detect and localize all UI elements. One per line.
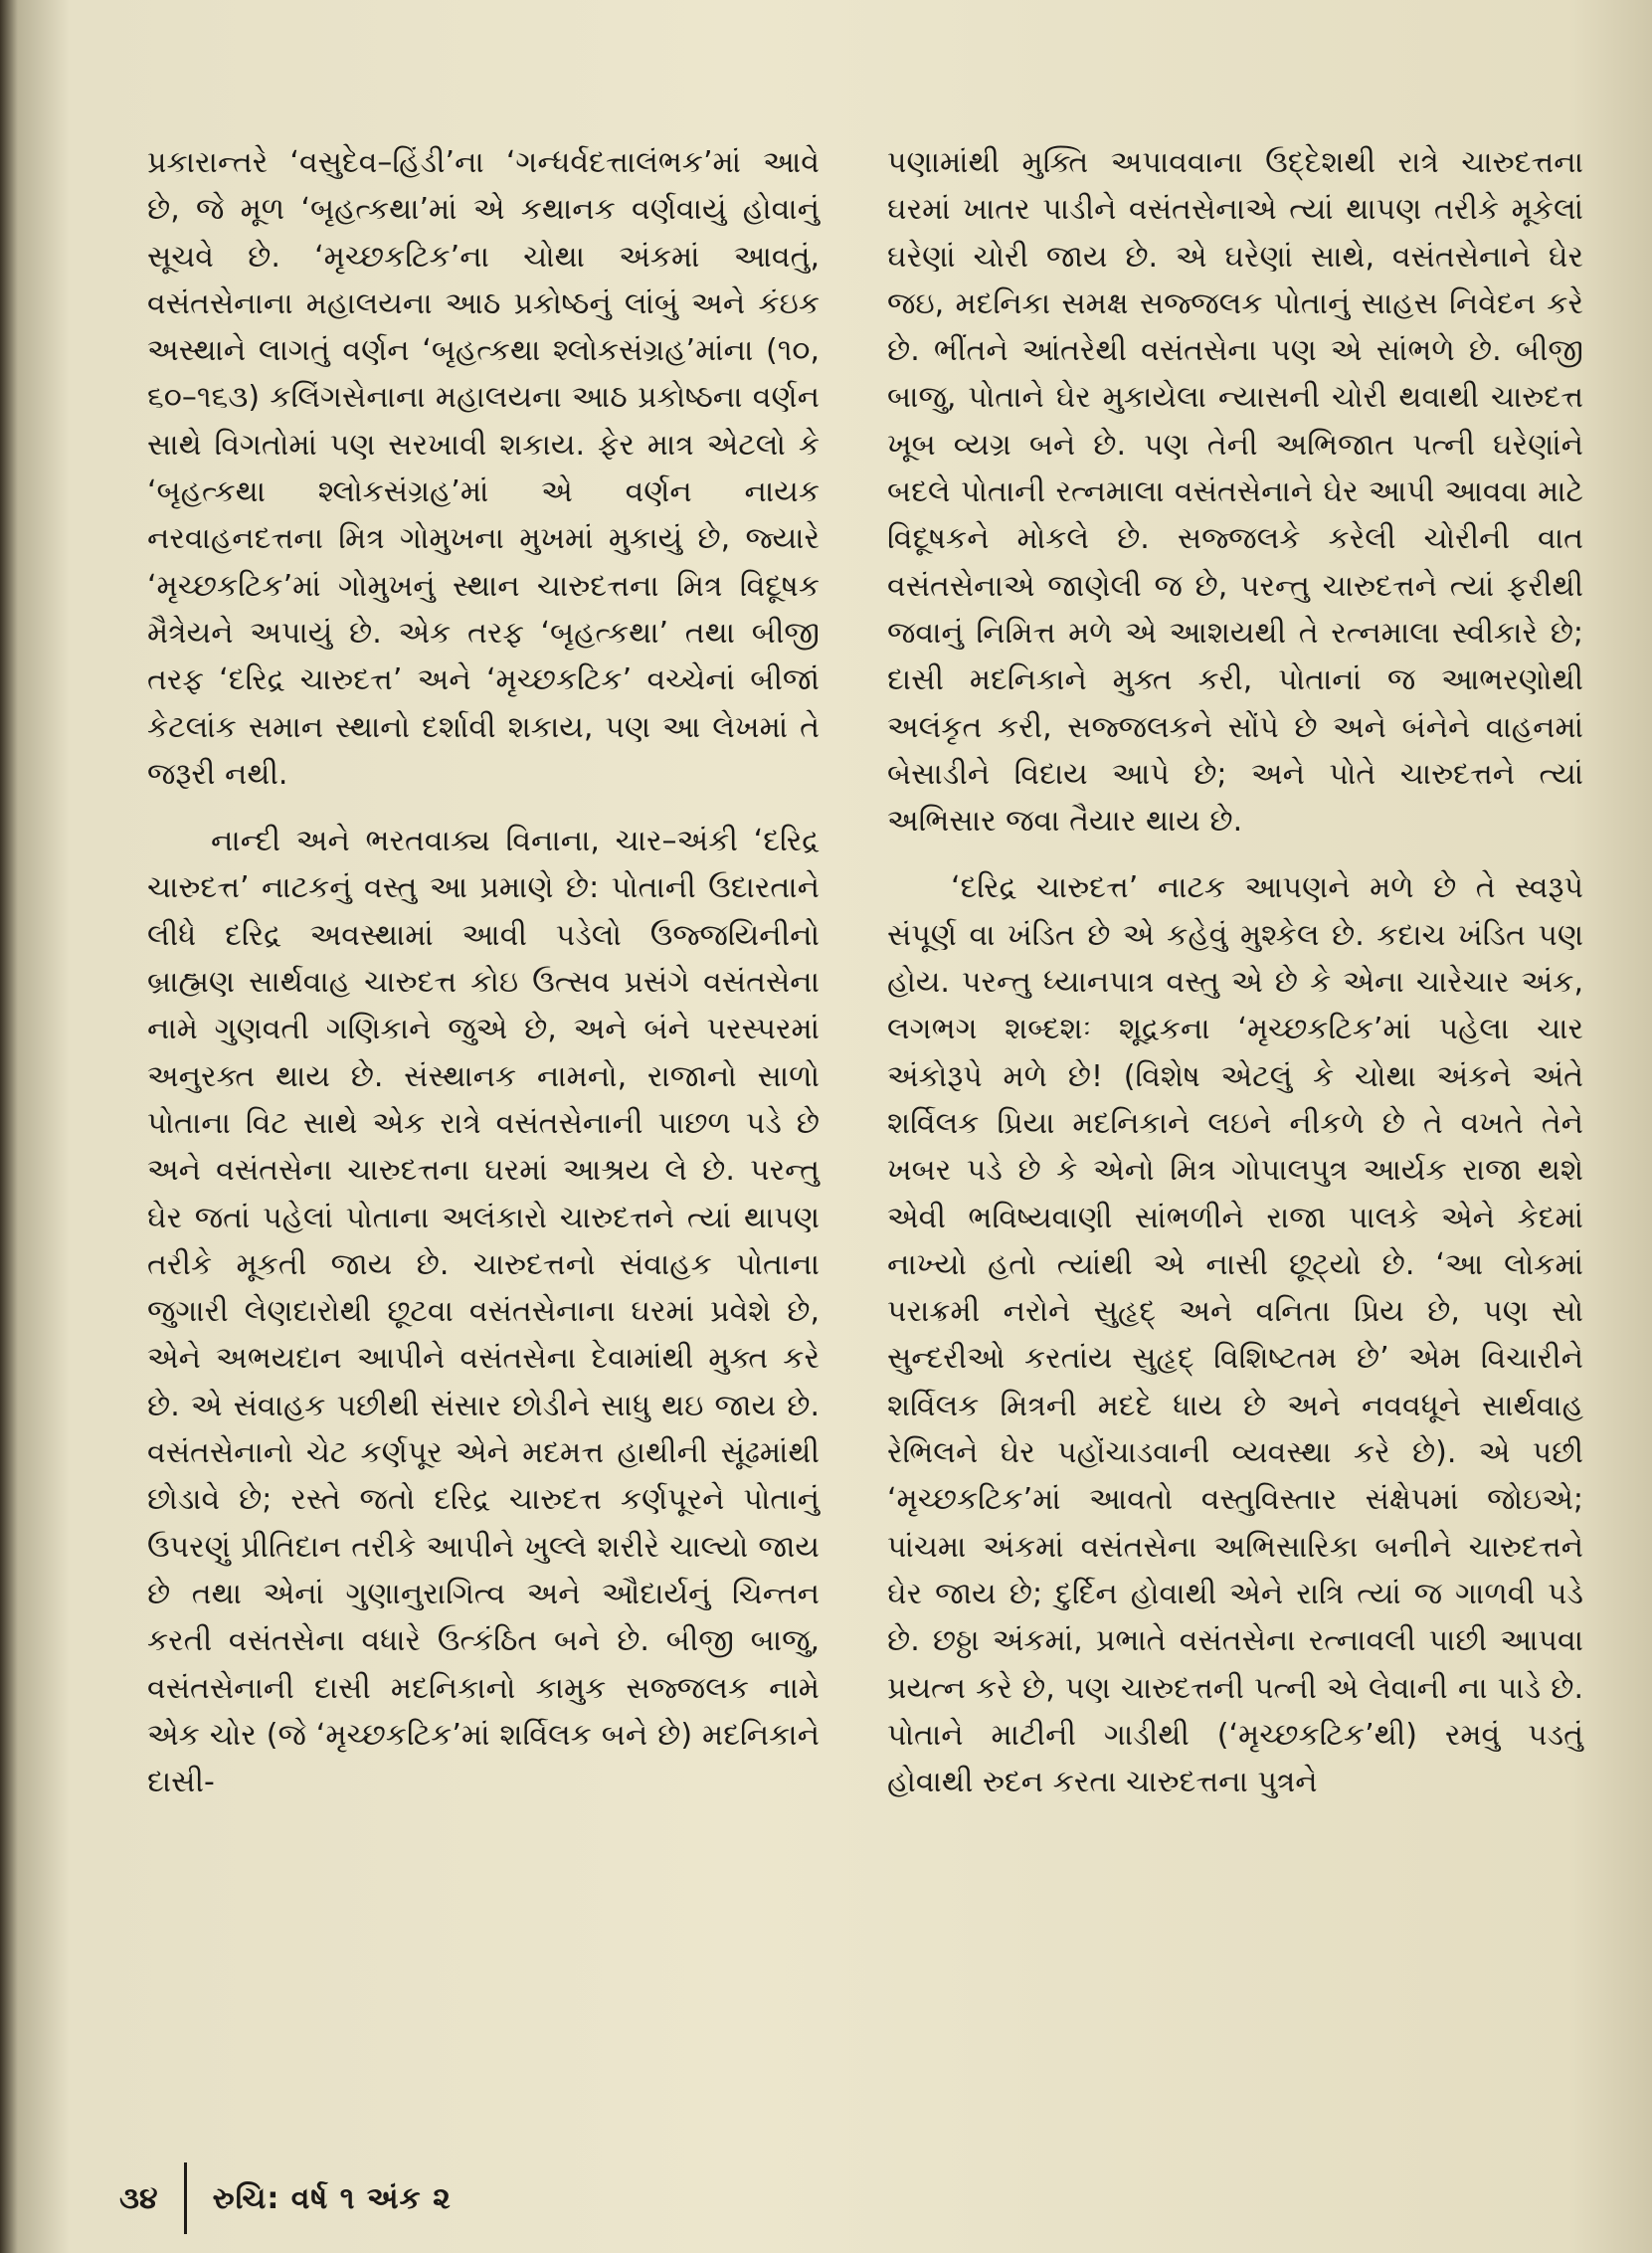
footer-divider bbox=[184, 2162, 187, 2234]
paragraph-text: પ્રકારાન્તરે ‘વસુદેવ–હિંડી’ના ‘ગન્ધર્વદત્તાલંભક’માં આવે છે, જે મૂળ ‘બૃહત્કથા’માં એ કથાનક વર્ણવાયું હોવાનું સૂચવે છે. ‘મૃચ્છકટિક’ના ચોથા અંકમાં આવતું, વસંતસેનાના મહાલયના આઠ પ્રકોષ્ઠનું લાંબું અને કંઇક અસ્થાને લાગતું વર્ણન ‘બૃહત્કથા શ્લોકસંગ્રહ’માંના (૧૦, ૬૦–૧૬૩) કલિંગસેનાના મહાલયના આઠ પ્રકોષ્ઠના વર્ણન સાથે વિગતોમાં પણ સરખાવી શકાય. ફેર માત્ર એટલો કે ‘બૃહત્કથા શ્લોકસંગ્રહ’માં એ વર્ણન નાયક નરવાહનદત્તના મિત્ર ગોમુખના મુખમાં મુકાયું છે, જ્યારે ‘મૃચ્છકટિક’માં ગોમુખનું સ્થાન ચારુદત્તના મિત્ર વિદૂષક મૈત્રેયને અપાયું છે. એક તરફ ‘બૃહત્કથા’ તથા બીજી તરફ ‘દરિદ્ર ચારુદત્ત’ અને ‘મૃચ્છકટિક’ વચ્ચેનાં બીજાં કેટલાંક સમાન સ્થાનો દર્શાવી શકાય, પણ આ લેખમાં તે જરૂરી નથી. bbox=[147, 145, 820, 792]
paragraph-text: નાન્દી અને ભરતવાક્ય વિનાના, ચાર–અંકી ‘દરિદ્ર ચારુદત્ત’ નાટકનું વસ્તુ આ પ્રમાણે છે: પોતાની ઉદારતાને લીધે દરિદ્ર અવસ્થામાં આવી પડેલો ઉજ્જયિનીનો બ્રાહ્મણ સાર્થવાહ ચારુદત્ત કોઇ ઉત્સવ પ્રસંગે વસંતસેના નામે ગુણવતી ગણિકાને જુએ છે, અને બંને પરસ્પરમાં અનુરક્ત થાય છે. સંસ્થાનક નામનો, રાજાનો સાળો પોતાના વિટ સાથે એક રાત્રે વસંતસેનાની પાછળ પડે છે અને વસંતસેના ચારુદત્તના ઘરમાં આશ્રય લે છે. પરન્તુ ઘેર જતાં પહેલાં પોતાના અલંકારો ચારુદત્તને ત્યાં થાપણ તરીકે મૂકતી જાય છે. ચારુદત્તનો સંવાહક પોતાના જુગારી લેણદારોથી છૂટવા વસંતસેનાના ઘરમાં પ્રવેશે છે, એને અભયદાન આપીને વસંતસેના દેવામાંથી મુક્ત કરે છે. એ સંવાહક પછીથી સંસાર છોડીને સાધુ થઇ જાય છે. વસંતસેનાનો ચેટ કર્ણપૂર એને મદમત્ત હાથીની સૂંઢમાંથી છોડાવે છે; રસ્તે જતો દરિદ્ર ચારુદત્ત કર્ણપૂરને પોતાનું ઉપરણું પ્રીતિદાન તરીકે આપીને ખુલ્લે શરીરે ચાલ્યો જાય છે તથા એનાં ગુણાનુરાગિત્વ અને ઔદાર્યનું ચિન્તન કરતી વસંતસેના વધારે ઉત્કંઠિત બને છે. બીજી બાજુ, વસંતસેનાની દાસી મદનિકાનો કામુક સજ્જલક નામે એક ચોર (જે ‘મૃચ્છકટિક’માં શર્વિલક બને છે) મદનિકાને દાસી- bbox=[147, 824, 820, 1800]
page-number: ૩૪ bbox=[119, 2180, 158, 2216]
paragraph bbox=[147, 139, 820, 798]
page-footer bbox=[119, 2168, 452, 2228]
paragraph bbox=[887, 864, 1583, 1805]
paragraph bbox=[147, 818, 820, 1805]
paragraph bbox=[887, 139, 1583, 845]
left-column bbox=[147, 139, 820, 1805]
paragraph-text: ‘દરિદ્ર ચારુદત્ત’ નાટક આપણને મળે છે તે સ્વરૂપે સંપૂર્ણ વા ખંડિત છે એ કહેવું મુશ્કેલ છે. કદાચ ખંડિત પણ હોય. પરન્તુ ધ્યાનપાત્ર વસ્તુ એ છે કે એના ચારેચાર અંક, લગભગ શબ્દશઃ શૂદ્રકના ‘મૃચ્છકટિક’માં પહેલા ચાર અંકોરૂપે મળે છે! (વિશેષ એટલું કે ચોથા અંકને અંતે શર્વિલક પ્રિયા મદનિકાને લઇને નીકળે છે તે વખતે તેને ખબર પડે છે કે એનો મિત્ર ગોપાલપુત્ર આર્યક રાજા થશે એવી ભવિષ્યવાણી સાંભળીને રાજા પાલકે એને કેદમાં નાખ્યો હતો ત્યાંથી એ નાસી છૂટ્યો છે. ‘આ લોકમાં પરાક્રમી નરોને સુહૃદ્ અને વનિતા પ્રિય છે, પણ સો સુન્દરીઓ કરતાંય સુહૃદ્ વિશિષ્ટતમ છે’ એમ વિચારીને શર્વિલક મિત્રની મદદે ધાય છે અને નવવધૂને સાર્થવાહ રેભિલને ઘેર પહોંચાડવાની વ્યવસ્થા કરે છે). એ પછી ‘મૃચ્છકટિક’માં આવતો વસ્તુવિસ્તાર સંક્ષેપમાં જોઇએ; પાંચમા અંકમાં વસંતસેના અભિસારિકા બનીને ચારુદત્તને ઘેર જાય છે; દુર્દિન હોવાથી એને રાત્રિ ત્યાં જ ગાળવી પડે છે. છઠ્ઠા અંકમાં, પ્રભાતે વસંતસેના રત્નાવલી પાછી આપવા પ્રયત્ન કરે છે, પણ ચારુદત્તની પત્ની એ લેવાની ના પાડે છે. પોતાને માટીની ગાડીથી (‘મૃચ્છકટિક’થી) રમવું પડતું હોવાથી રુદન કરતા ચારુદત્તના પુત્રને bbox=[887, 870, 1583, 1800]
journal-title: રુચિ: વર્ષ ૧ અંક ૨ bbox=[212, 2180, 452, 2216]
paragraph-text: પણામાંથી મુક્તિ અપાવવાના ઉદ્દેશથી રાત્રે ચારુદત્તના ઘરમાં ખાતર પાડીને વસંતસેનાએ ત્યાં થાપણ તરીકે મૂકેલાં ઘરેણાં ચોરી જાય છે. એ ઘરેણાં સાથે, વસંતસેનાને ઘેર જઇ, મદનિકા સમક્ષ સજ્જલક પોતાનું સાહસ નિવેદન કરે છે. ભીંતને આંતરેથી વસંતસેના પણ એ સાંભળે છે. બીજી બાજુ, પોતાને ઘેર મુકાયેલા ન્યાસની ચોરી થવાથી ચારુદત્ત ખૂબ વ્યગ્ર બને છે. પણ તેની અભિજાત પત્ની ઘરેણાંને બદલે પોતાની રત્નમાલા વસંતસેનાને ઘેર આપી આવવા માટે વિદૂષકને મોકલે છે. સજ્જલકે કરેલી ચોરીની વાત વસંતસેનાએ જાણેલી જ છે, પરન્તુ ચારુદત્તને ત્યાં ફરીથી જવાનું નિમિત્ત મળે એ આશયથી તે રત્નમાલા સ્વીકારે છે; દાસી મદનિકાને મુક્ત કરી, પોતાનાં જ આભરણોથી અલંકૃત કરી, સજ્જલકને સોંપે છે અને બંનેને વાહનમાં બેસાડીને વિદાય આપે છે; અને પોતે ચારુદત્તને ત્યાં અભિસાર જવા તૈયાર થાય છે. bbox=[887, 145, 1583, 840]
right-column bbox=[887, 139, 1583, 1805]
